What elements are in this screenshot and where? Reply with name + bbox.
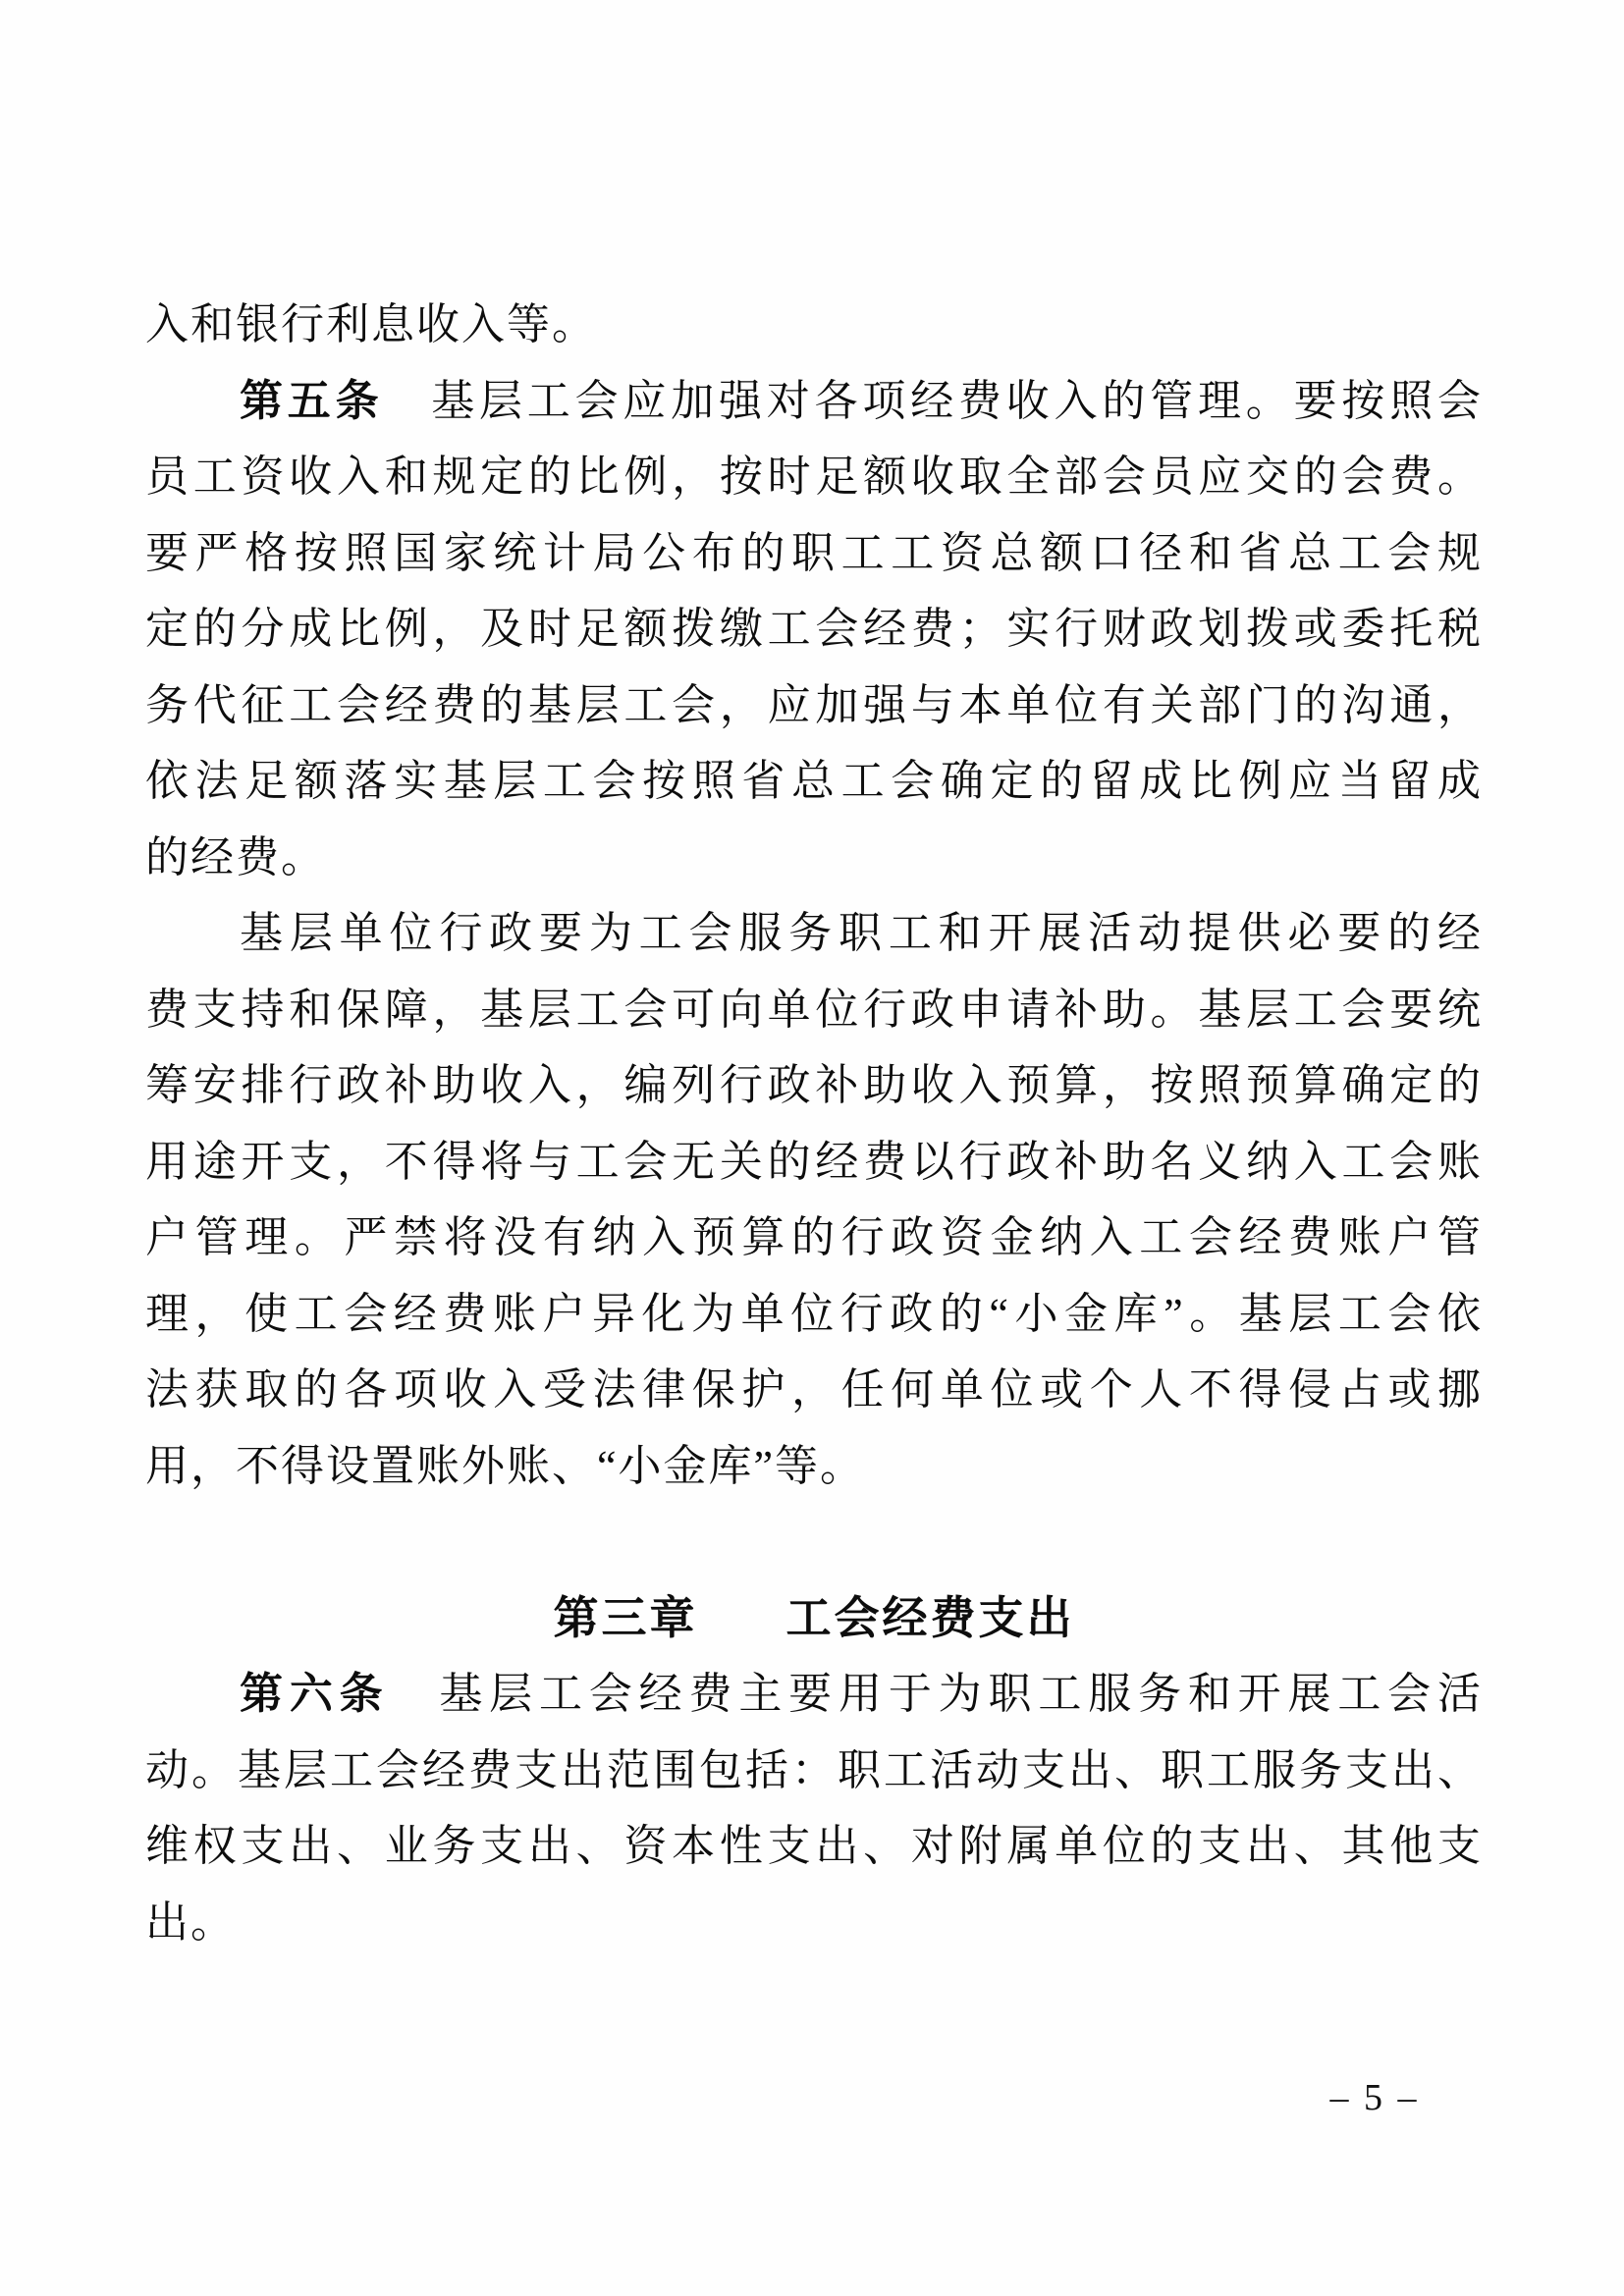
line-text: 费支持和保障，基层工会可向单位行政申请补助。基层工会要统 bbox=[145, 985, 1483, 1034]
text-line bbox=[145, 1428, 1483, 1505]
text-line bbox=[145, 820, 1483, 896]
line-text: 户管理。严禁将没有纳入预算的行政资金纳入工会经费账户管 bbox=[145, 1213, 1483, 1261]
text-line bbox=[145, 972, 1483, 1048]
chapter-title: 工会经费支出 bbox=[785, 1591, 1075, 1643]
line-text: 定的分成比例，及时足额拨缴工会经费；实行财政划拨或委托税 bbox=[145, 605, 1483, 653]
line-text: 筹安排行政补助收入，编列行政补助收入预算，按照预算确定的 bbox=[145, 1061, 1483, 1109]
text-line bbox=[145, 743, 1483, 820]
text-line bbox=[145, 515, 1483, 592]
line-text: 依法足额落实基层工会按照省总工会确定的留成比例应当留成 bbox=[145, 757, 1483, 805]
text-line bbox=[145, 667, 1483, 744]
text-line bbox=[145, 1047, 1483, 1124]
line-text: 入和银行利息收入等。 bbox=[145, 300, 597, 348]
chapter-heading bbox=[145, 1580, 1483, 1657]
text-line bbox=[145, 1885, 1483, 1961]
text-line bbox=[145, 1808, 1483, 1885]
line-text: 维权支出、业务支出、资本性支出、对附属单位的支出、其他支 bbox=[145, 1822, 1483, 1870]
line-text: 理，使工会经费账户异化为单位行政的“小金库”。基层工会依 bbox=[145, 1289, 1483, 1338]
line-text: 用途开支，不得将与工会无关的经费以行政补助名义纳入工会账 bbox=[145, 1137, 1483, 1186]
line-text: 务代征工会经费的基层工会，应加强与本单位有关部门的沟通， bbox=[145, 680, 1483, 729]
text-line bbox=[145, 287, 1483, 363]
line-text: 要严格按照国家统计局公布的职工工资总额口径和省总工会规 bbox=[145, 528, 1483, 577]
line-text: 法获取的各项收入受法律保护，任何单位或个人不得侵占或挪 bbox=[145, 1365, 1483, 1414]
document-content bbox=[145, 287, 1483, 1960]
text-line bbox=[145, 1276, 1483, 1353]
line-text: 员工资收入和规定的比例，按时足额收取全部会员应交的会费。 bbox=[145, 453, 1483, 501]
chapter-number: 第三章 bbox=[553, 1591, 698, 1643]
text-line bbox=[145, 1733, 1483, 1809]
text-line bbox=[145, 363, 1483, 440]
line-text: 基层工会经费主要用于为职工服务和开展工会活 bbox=[389, 1670, 1483, 1718]
text-line bbox=[145, 895, 1483, 972]
line-text: 基层单位行政要为工会服务职工和开展活动提供必要的经 bbox=[240, 909, 1483, 957]
line-text: 动。基层工会经费支出范围包括：职工活动支出、职工服务支出、 bbox=[145, 1745, 1483, 1794]
line-text: 基层工会应加强对各项经费收入的管理。要按照会 bbox=[383, 376, 1484, 425]
line-text: 用，不得设置账外账、“小金库”等。 bbox=[145, 1441, 866, 1490]
text-line bbox=[145, 591, 1483, 667]
page-number: – 5 – bbox=[1329, 2077, 1420, 2118]
section-before-heading bbox=[145, 287, 1483, 1504]
text-line bbox=[145, 439, 1483, 515]
text-line bbox=[145, 1352, 1483, 1428]
text-line bbox=[145, 1656, 1483, 1733]
line-text: 出。 bbox=[145, 1897, 236, 1947]
article-number: 第五条 bbox=[240, 376, 384, 425]
text-line bbox=[145, 1124, 1483, 1201]
article-number: 第六条 bbox=[240, 1670, 390, 1718]
line-text: 的经费。 bbox=[145, 832, 326, 881]
text-line bbox=[145, 1200, 1483, 1276]
section-after-heading bbox=[145, 1656, 1483, 1960]
